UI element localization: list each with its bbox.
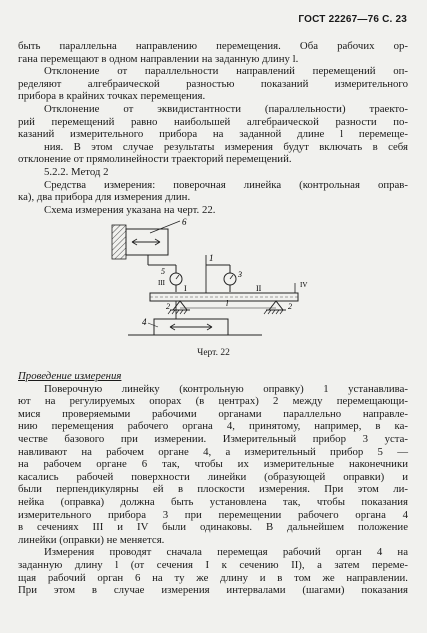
- text-line: Средства измерения: поверочная линейка (контрольная оправ-: [44, 178, 408, 191]
- figure-22: [0, 215, 427, 345]
- label-4: 4: [142, 317, 147, 327]
- text-line: щая рабочий орган 6 на ту же длину и в том же направлении.: [18, 571, 408, 584]
- text-line: в сечениях III и IV были одинаковы. В дальнейшем положение: [18, 521, 408, 534]
- text-line: казаний измерительного прибора на заданной длине l перемеще-: [18, 128, 408, 141]
- label-5: 5: [161, 267, 165, 276]
- text-line: быть параллельна направлению перемещения. Оба рабочих ор-: [18, 40, 408, 52]
- text-line: заданную длину l (от сечения I к сечению II), а затем переме-: [18, 558, 408, 571]
- label-section-III: III: [158, 279, 165, 287]
- text-line: гана перемещают в одном направлении на заданную длину l.: [18, 52, 299, 65]
- label-1: 1: [209, 253, 214, 263]
- text-line: Отклонение от параллельности направлений перемещений оп-: [44, 65, 408, 78]
- text-line: ния. В этом случае результаты измерения будут включать в себя: [44, 140, 408, 153]
- text-line: ют на регулируемых опорах (в центрах) 2 между перемещающи-: [18, 395, 408, 408]
- method-heading: 5.2.2. Метод 2: [44, 165, 109, 178]
- figure-caption: Черт. 22: [197, 348, 230, 358]
- label-2-left: 2: [166, 302, 170, 311]
- text-line: Измерения проводят сначала перемещая рабочий орган 4 на: [44, 546, 408, 559]
- label-section-IV: IV: [300, 281, 308, 289]
- top-text: [18, 40, 408, 216]
- label-3: 3: [238, 270, 242, 279]
- text-line: нию перемещения рабочего органа 4, принятому, например, в ка-: [18, 420, 408, 433]
- text-line: нейка (оправка) должна быть установлена так, чтобы показания: [18, 495, 408, 508]
- fixed-wall: [112, 225, 126, 259]
- text-line: прибора в крайних точках перемещения.: [18, 90, 206, 103]
- support-left: [173, 301, 187, 310]
- text-line: были перпендикулярны ей в плоскости измерения. При этом ли-: [18, 483, 408, 496]
- label-length-l: l: [226, 299, 229, 308]
- text-line: Отклонение от эквидистантности (параллельности) траекто-: [44, 102, 408, 115]
- label-2-right: 2: [288, 302, 292, 311]
- text-line: При этом в случае измерения интервалами (шагами) показания: [18, 584, 408, 597]
- text-line: честве базового при измерении. Измерительный прибор 3 уста-: [18, 432, 408, 445]
- text-line: Схема измерения указана на черт. 22.: [44, 203, 216, 216]
- text-line: касались рабочей поверхности линейки (образующей оправки) и: [18, 470, 408, 483]
- text-line: линейки (оправки) не меняется.: [18, 533, 165, 546]
- label-6: 6: [182, 217, 187, 227]
- text-line: отклонение от прямолинейности траекторий перемещений.: [18, 153, 292, 166]
- bottom-text: [18, 370, 408, 597]
- text-line: измерительного прибора 3 при перемещении рабочего органа 4: [18, 508, 408, 521]
- text-line: мися проверяемыми рабочими органами параллельно направле-: [18, 407, 408, 420]
- section-subheading: Проведение измерения: [18, 370, 122, 382]
- label-section-II: II: [256, 284, 262, 293]
- page-header: ГОСТ 22267—76 С. 23: [298, 14, 407, 25]
- text-line: на рабочем органе 6 так, чтобы их измерительные наконечники: [18, 458, 408, 471]
- text-line: рий перемещений равно наибольшей алгебраической разности по-: [18, 115, 408, 128]
- text-line: навливают на рабочем органе 4, а измерительный прибор 5 —: [18, 445, 408, 458]
- text-line: ределяют алгебраической разностью показаний измерительного: [18, 77, 408, 90]
- text-line: ка), два прибора для измерения длин.: [18, 191, 191, 204]
- support-right: [269, 301, 283, 310]
- text-line: Поверочную линейку (контрольную оправку) 1 устанавлива-: [44, 382, 408, 395]
- label-section-I: I: [184, 284, 187, 293]
